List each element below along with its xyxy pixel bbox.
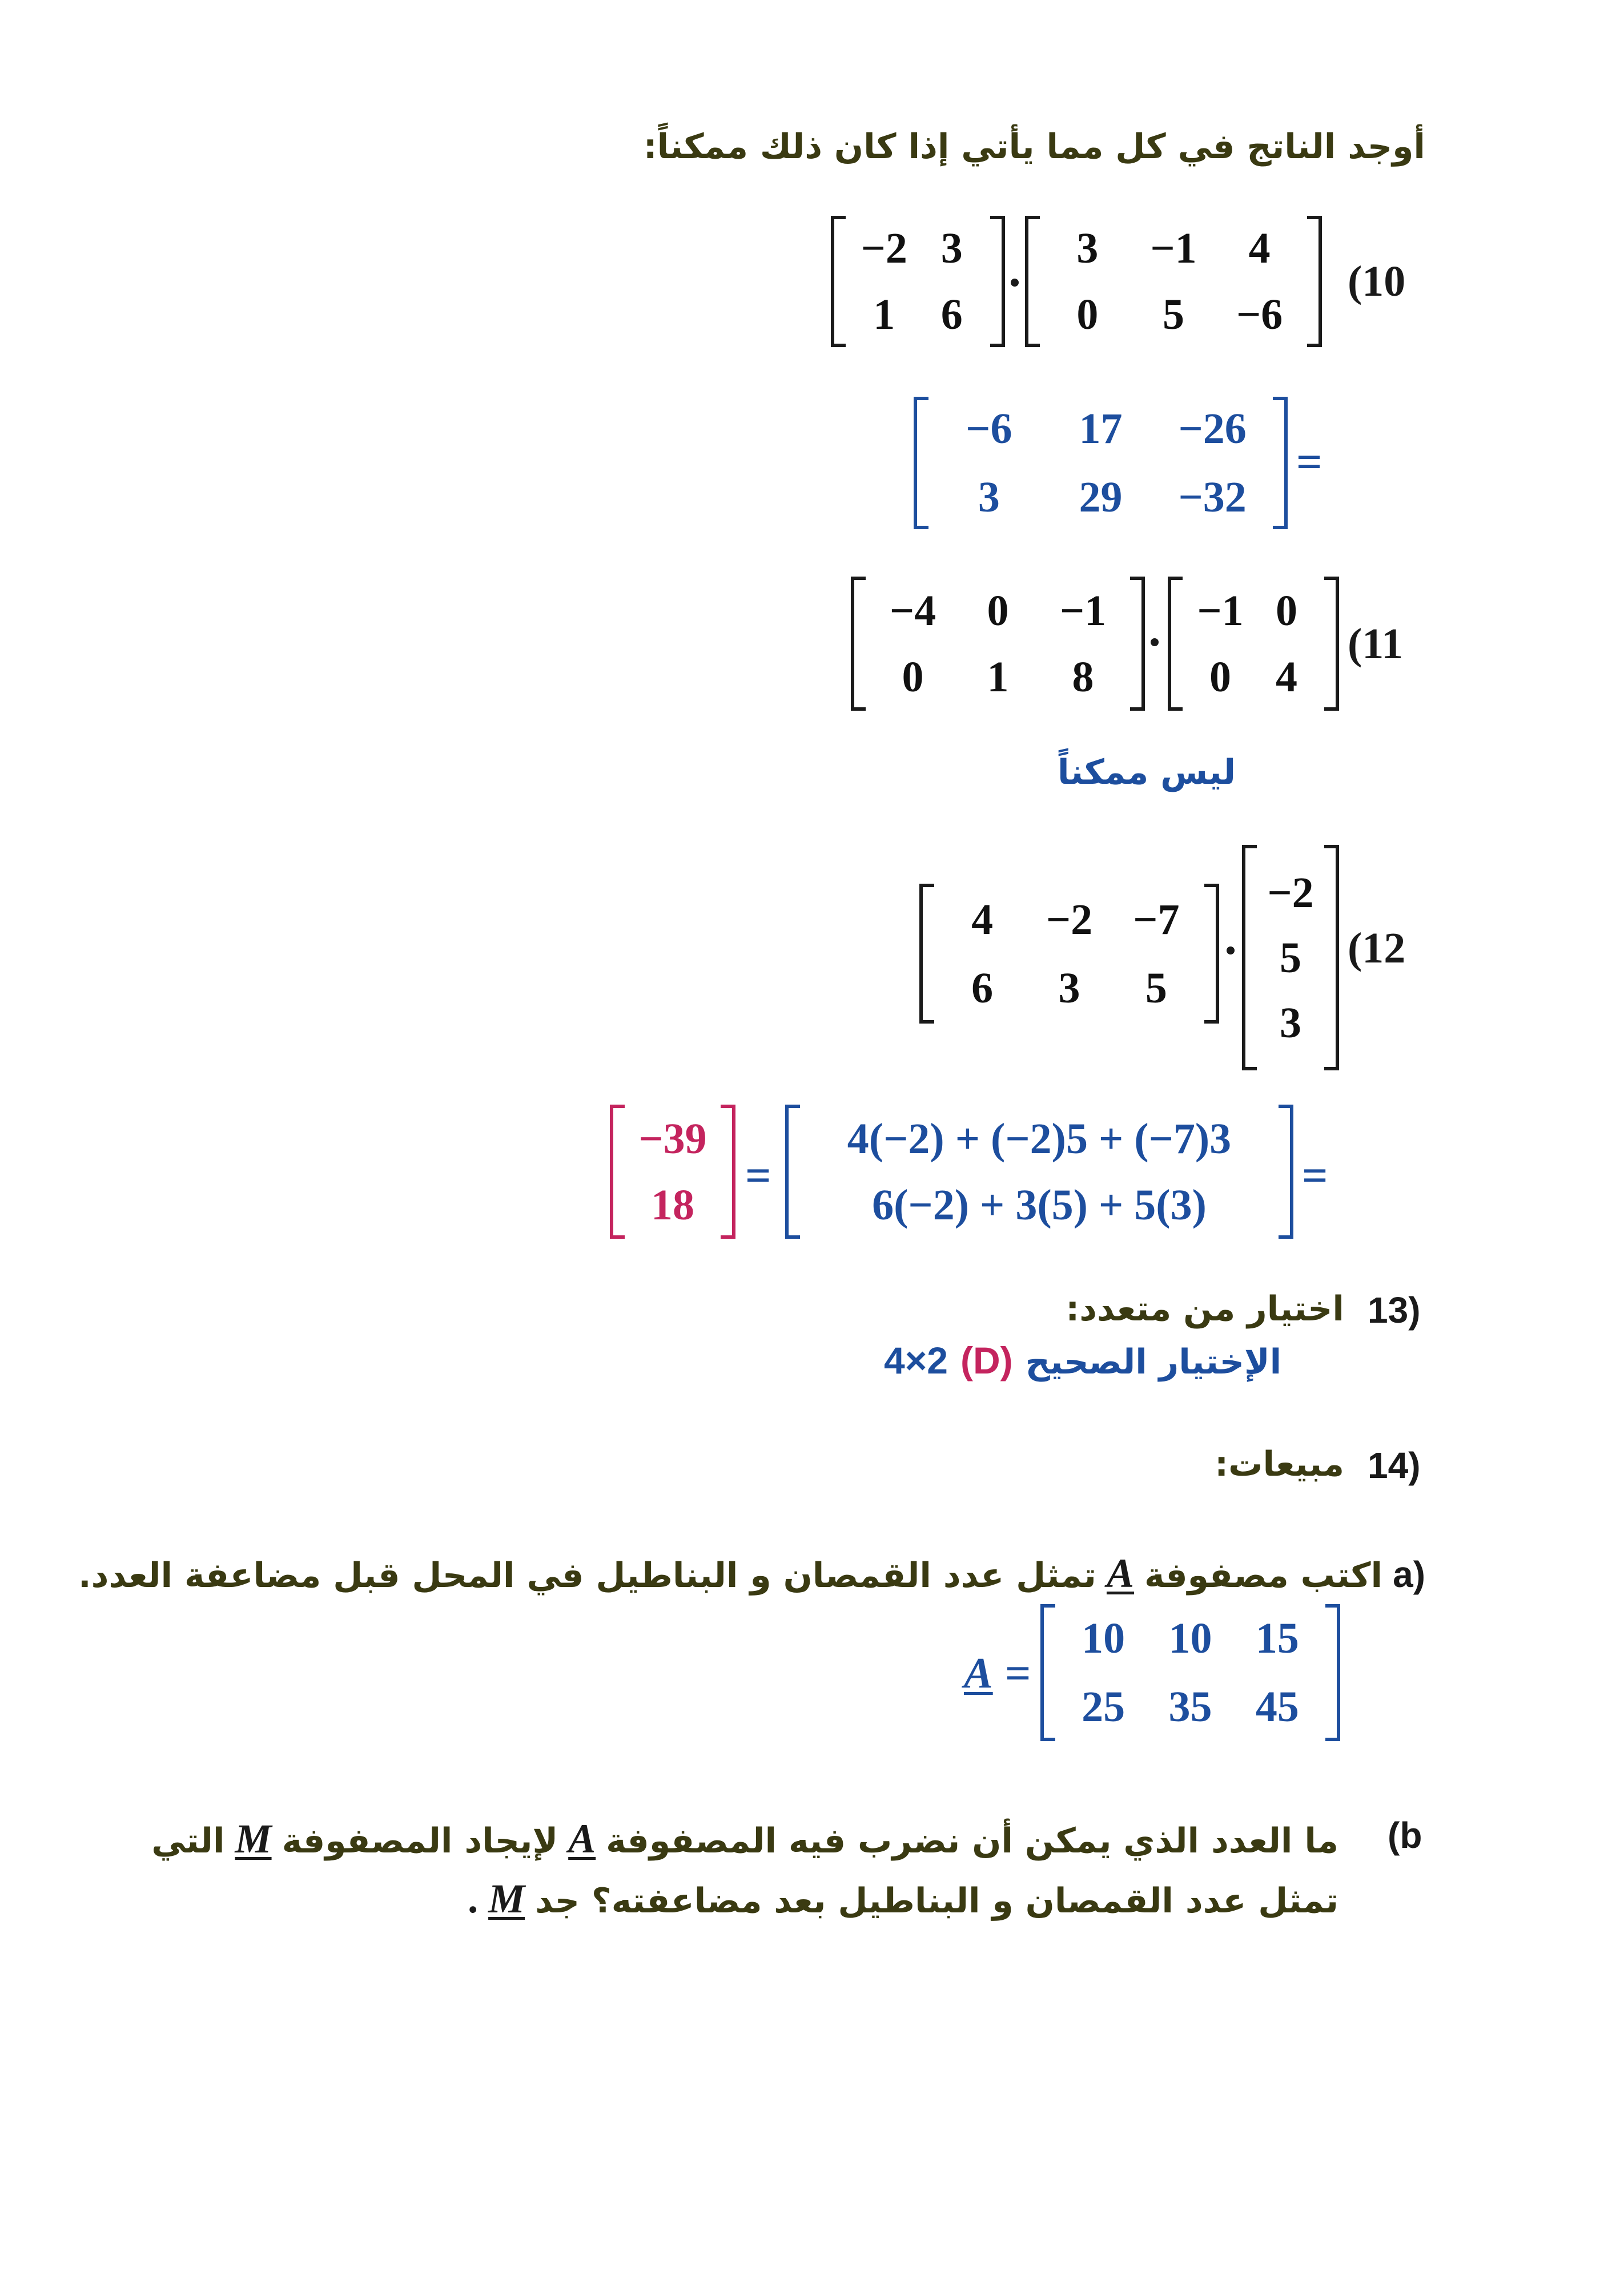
matrix-cell: −2 (1267, 868, 1314, 917)
matrix-cell: 25 (1082, 1683, 1125, 1731)
problem-13-number: 13) (1368, 1290, 1421, 1331)
matrix-cell: −26 (1178, 405, 1247, 453)
problem-13-title: اختيار من متعدد: (1066, 1289, 1344, 1329)
part-a-letter: a) (1393, 1554, 1425, 1595)
variable-m: M (235, 1816, 272, 1862)
matrix-cell: −2 (1046, 895, 1093, 944)
matrix-cell: 5 (1145, 964, 1167, 1012)
matrix-cell: 4 (1248, 224, 1271, 272)
period: . (468, 1876, 479, 1922)
matrix-cell: 4 (1276, 652, 1297, 701)
equals-sign: = (1005, 1649, 1031, 1699)
matrix-cell: 35 (1168, 1683, 1212, 1731)
matrix-cell: 0 (1076, 291, 1099, 339)
part-b-text-1: ما العدد الذي يمكن أن نضرب فيه المصفوفة (606, 1821, 1338, 1861)
problem-11-answer: ليس ممكناً (1057, 752, 1236, 792)
matrix-cell: 3 (1058, 964, 1080, 1012)
matrix-cell: 3 (1280, 998, 1301, 1047)
problem-12-matrix-a (919, 884, 1219, 1024)
matrix-cell: 4(−2) + (−2)5 + (−7)3 (847, 1114, 1232, 1163)
matrix-cell: −2 (861, 224, 907, 272)
problem-14-number: 14) (1368, 1445, 1421, 1486)
part-a-text-2: تمثل عدد القمصان و البناطيل في المحل قبل مضاعفة العدد. (78, 1556, 1096, 1596)
variable-a: A (568, 1816, 596, 1862)
problem-13-answer-line (884, 1339, 1281, 1382)
equals-sign: = (1296, 437, 1322, 488)
problem-11-label: (11 (1348, 620, 1404, 668)
matrix-cell: 18 (651, 1181, 694, 1229)
matrix-cell: 15 (1255, 1614, 1299, 1662)
part-a-line (78, 1550, 1425, 1597)
variable-m: M (488, 1876, 525, 1922)
matrix-cell: 0 (902, 652, 924, 701)
matrix-cell: 5 (1280, 933, 1301, 982)
matrix-cell: 10 (1082, 1614, 1125, 1662)
matrix-cell: −32 (1178, 473, 1247, 521)
matrix-a (1040, 1604, 1340, 1741)
answer-text: الإختيار الصحيح (1025, 1342, 1282, 1382)
answer-value: 4×2 (884, 1339, 948, 1381)
multiply-dot (1151, 638, 1159, 646)
variable-a: A (1106, 1550, 1134, 1596)
matrix-cell: −39 (638, 1114, 707, 1163)
matrix-cell: 29 (1079, 473, 1123, 521)
problem-10-label: (10 (1348, 257, 1406, 305)
problem-12-work-matrix (785, 1105, 1293, 1239)
matrix-cell: 3 (940, 224, 963, 272)
matrix-cell: 1 (987, 652, 1009, 701)
equals-sign: = (745, 1151, 771, 1201)
matrix-cell: −1 (1150, 224, 1197, 272)
part-b-letter: (b (1388, 1815, 1422, 1856)
problem-10-result-matrix (914, 397, 1288, 529)
matrix-cell: 1 (873, 291, 895, 339)
instruction-text: أوجد الناتج في كل مما يأتي إذا كان ذلك ممكناً: (643, 127, 1425, 167)
matrix-cell: −6 (1236, 291, 1283, 339)
matrix-cell: −6 (966, 405, 1012, 453)
matrix-cell: 3 (978, 473, 1000, 521)
problem-11-matrix-b (1168, 577, 1339, 711)
matrix-cell: −1 (1059, 586, 1107, 635)
problem-10-matrix-a (831, 216, 1005, 347)
problem-12-label: (12 (1348, 924, 1406, 972)
problem-12-result-matrix (610, 1105, 735, 1239)
matrix-cell: 6 (940, 291, 963, 339)
part-a-text-1: اكتب مصفوفة (1144, 1556, 1383, 1596)
matrix-cell: 0 (1276, 586, 1297, 635)
equals-sign: = (1302, 1151, 1328, 1201)
multiply-dot (1227, 946, 1235, 954)
answer-choice: (D) (960, 1339, 1013, 1381)
matrix-cell: 17 (1079, 405, 1123, 453)
problem-10-matrix-b (1025, 216, 1322, 347)
part-b-line-1 (151, 1815, 1338, 1863)
part-b-line-2 (468, 1875, 1338, 1923)
matrix-cell: −1 (1197, 586, 1244, 635)
problem-14-title: مبيعات: (1215, 1444, 1344, 1484)
problem-12-matrix-b (1242, 845, 1339, 1070)
matrix-cell: 6(−2) + 3(5) + 5(3) (872, 1181, 1207, 1229)
matrix-cell: 5 (1162, 291, 1184, 339)
matrix-cell: 10 (1168, 1614, 1212, 1662)
matrix-cell: 0 (987, 586, 1009, 635)
multiply-dot (1011, 279, 1019, 287)
matrix-cell: 6 (971, 964, 994, 1012)
matrix-cell: 4 (971, 895, 994, 944)
matrix-cell: 8 (1072, 652, 1094, 701)
matrix-cell: 0 (1209, 652, 1231, 701)
matrix-cell: 45 (1255, 1683, 1299, 1731)
matrix-a-name: A (964, 1649, 993, 1697)
matrix-cell: −7 (1133, 895, 1180, 944)
part-b-text-3: التي (151, 1821, 225, 1861)
matrix-cell: 3 (1076, 224, 1099, 272)
part-b-text-2: لإيجاد المصفوفة (282, 1821, 558, 1861)
problem-11-matrix-a (851, 577, 1145, 711)
part-b-text-4: تمثل عدد القمصان و البناطيل بعد مضاعفته؟ جد (535, 1881, 1338, 1921)
matrix-cell: −4 (889, 586, 936, 635)
